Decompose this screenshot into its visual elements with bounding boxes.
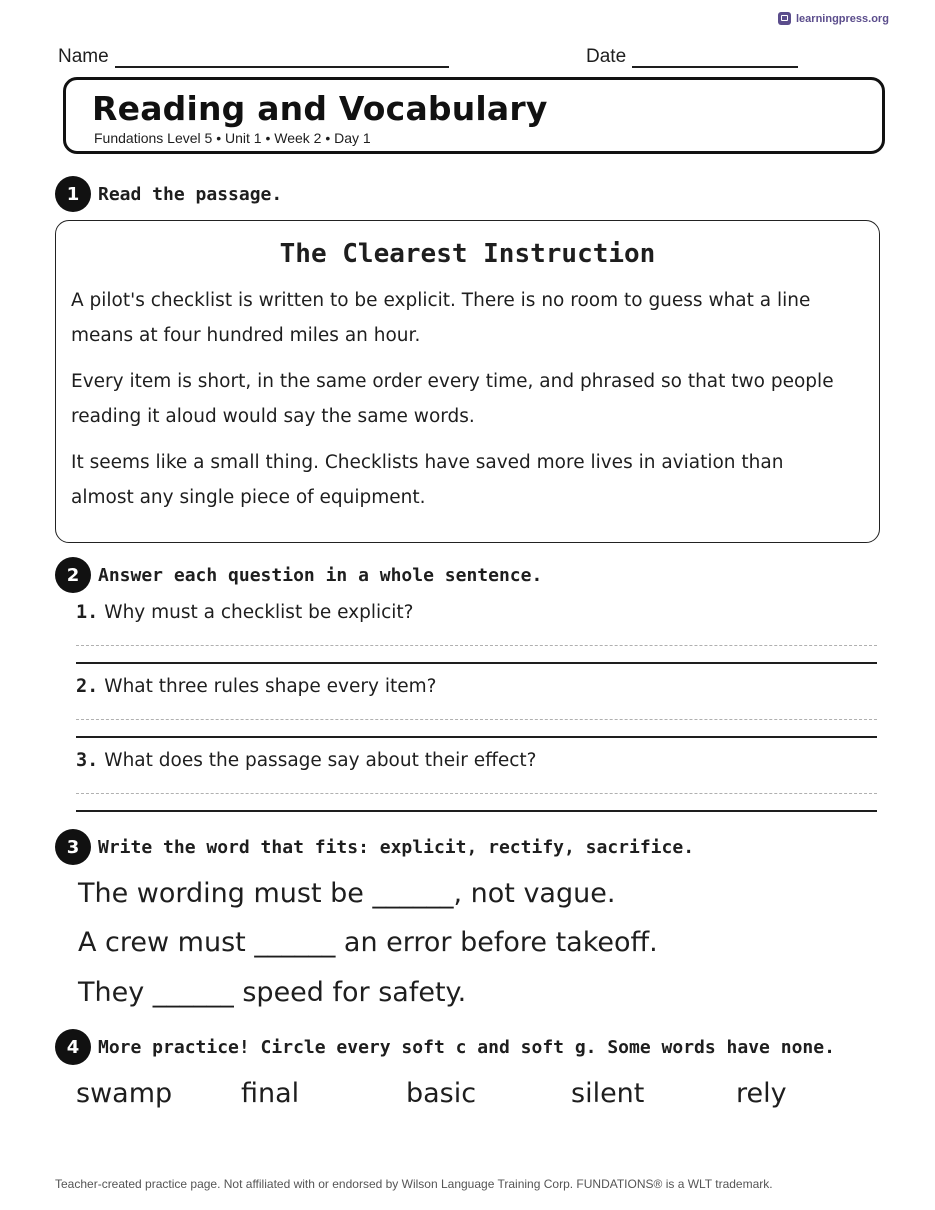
section-2-header xyxy=(55,557,542,593)
passage-title: The Clearest Instruction xyxy=(279,239,656,269)
section-label: Read the passage. xyxy=(98,183,283,205)
answer-guide-line xyxy=(76,645,877,646)
practice-word[interactable]: silent xyxy=(571,1078,645,1109)
practice-word[interactable]: swamp xyxy=(76,1078,173,1109)
section-1-header xyxy=(55,176,282,212)
question-number: 3. xyxy=(76,750,99,771)
book-icon xyxy=(778,12,791,25)
fill-in-sentence[interactable]: The wording must be ______, not vague. xyxy=(78,878,616,909)
section-3-header xyxy=(55,829,694,865)
practice-word[interactable]: final xyxy=(241,1078,300,1109)
question-3 xyxy=(76,750,536,771)
page-title: Reading and Vocabulary xyxy=(92,89,548,128)
date-field xyxy=(586,46,798,68)
question-text: What does the passage say about their effect? xyxy=(104,750,537,771)
title-box xyxy=(63,77,885,154)
name-field xyxy=(58,46,449,68)
answer-guide-line xyxy=(76,793,877,794)
section-4-header xyxy=(55,1029,835,1065)
fill-in-sentence[interactable]: They ______ speed for safety. xyxy=(78,977,467,1008)
date-line[interactable] xyxy=(632,48,798,68)
section-label: Write the word that fits: explicit, rectify, sacrifice. xyxy=(98,836,695,858)
passage-paragraph: It seems like a small thing. Checklists have saved more lives in aviation than almost any single piece of equipment. xyxy=(71,452,784,508)
section-label: More practice! Circle every soft c and soft g. Some words have none. xyxy=(98,1036,835,1058)
answer-guide-line xyxy=(76,719,877,720)
answer-line[interactable] xyxy=(76,736,877,738)
answer-line[interactable] xyxy=(76,662,877,664)
page-subtitle: Fundations Level 5 • Unit 1 • Week 2 • Day 1 xyxy=(94,130,371,146)
footer-disclaimer: Teacher-created practice page. Not affiliated with or endorsed by Wilson Language Training Corp. FUNDATIONS® is a WLT trademark. xyxy=(55,1177,773,1191)
section-number: 2 xyxy=(55,557,91,593)
section-label: Answer each question in a whole sentence. xyxy=(98,564,543,586)
passage-box xyxy=(55,220,880,543)
name-label: Name xyxy=(58,46,109,67)
section-number: 3 xyxy=(55,829,91,865)
passage-paragraph: Every item is short, in the same order every time, and phrased so that two people reading it aloud would say the same words. xyxy=(71,371,834,427)
answer-line[interactable] xyxy=(76,810,877,812)
name-line[interactable] xyxy=(115,48,449,68)
question-text: Why must a checklist be explicit? xyxy=(104,602,414,623)
practice-word[interactable]: basic xyxy=(406,1078,477,1109)
question-number: 2. xyxy=(76,676,99,697)
brand-logo xyxy=(778,12,889,25)
fill-in-sentence[interactable]: A crew must ______ an error before takeoff. xyxy=(78,927,658,958)
practice-word[interactable]: rely xyxy=(736,1078,787,1109)
date-label: Date xyxy=(586,46,627,67)
question-number: 1. xyxy=(76,602,99,623)
section-number: 1 xyxy=(55,176,91,212)
brand-text: learningpress.org xyxy=(796,12,889,25)
section-number: 4 xyxy=(55,1029,91,1065)
question-text: What three rules shape every item? xyxy=(104,676,437,697)
passage-paragraph: A pilot's checklist is written to be explicit. There is no room to guess what a line means at four hundred miles an hour. xyxy=(71,290,811,346)
question-2 xyxy=(76,676,436,697)
question-1 xyxy=(76,602,414,623)
